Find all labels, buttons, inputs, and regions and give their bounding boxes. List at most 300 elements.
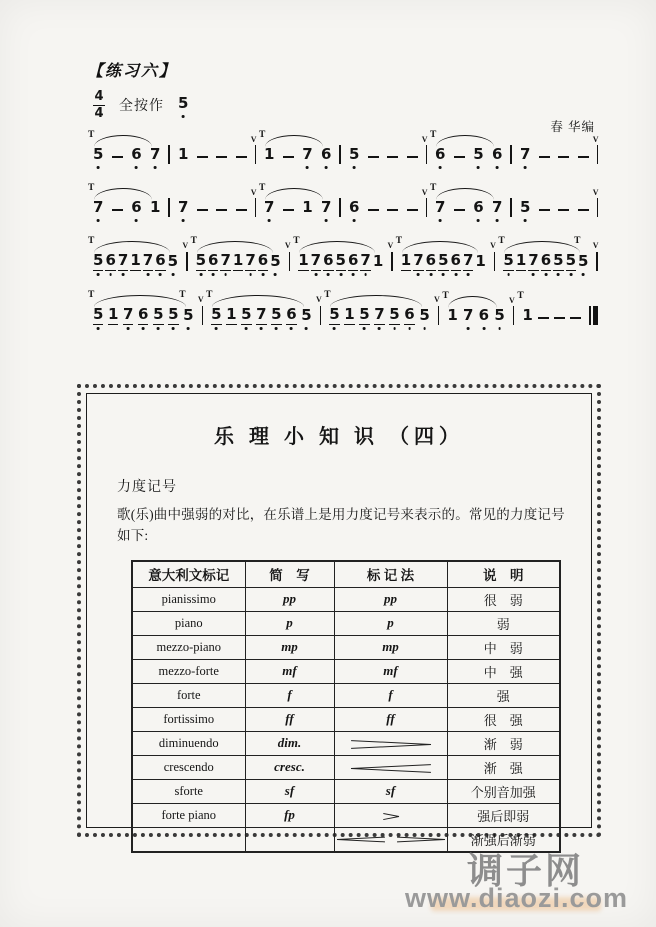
decrescendo-hairpin-icon bbox=[397, 834, 445, 844]
note bbox=[329, 307, 339, 325]
low-octave-dot bbox=[352, 273, 355, 276]
column-header: 说 明 bbox=[447, 561, 560, 588]
note-digit: 7 bbox=[150, 145, 161, 163]
tongue-mark: T bbox=[206, 290, 213, 300]
duration-dash bbox=[216, 156, 227, 158]
note bbox=[264, 147, 274, 164]
note bbox=[301, 308, 311, 325]
low-octave-dot bbox=[97, 166, 100, 169]
music-bar bbox=[427, 184, 510, 217]
note bbox=[286, 307, 296, 325]
music-line bbox=[85, 291, 598, 332]
breath-mark: V bbox=[592, 135, 599, 144]
music-bar bbox=[256, 184, 339, 217]
note-digit: 7 bbox=[117, 251, 129, 269]
note bbox=[208, 253, 218, 271]
note-digit: 7 bbox=[360, 251, 371, 269]
music-bar bbox=[427, 131, 510, 164]
breath-mark: V bbox=[490, 241, 496, 250]
low-octave-dot bbox=[339, 273, 342, 276]
bar-notes bbox=[256, 147, 339, 164]
low-octave-dot bbox=[172, 327, 175, 330]
music-line bbox=[85, 131, 598, 171]
bar-notes bbox=[203, 307, 320, 325]
low-octave-dot bbox=[569, 273, 572, 276]
abbreviation-text: dim. bbox=[277, 735, 302, 751]
note-digit: 1 bbox=[475, 252, 486, 270]
final-barline bbox=[589, 306, 598, 325]
key-instruction: 全按作 bbox=[119, 99, 164, 115]
tongue-mark: T bbox=[574, 236, 581, 246]
bar-notes bbox=[393, 253, 494, 271]
note-digit: 6 bbox=[404, 305, 415, 323]
note bbox=[323, 253, 333, 271]
note-digit: 6 bbox=[450, 251, 461, 269]
music-bar bbox=[514, 292, 589, 325]
note-digit: 1 bbox=[177, 145, 189, 163]
low-octave-dot bbox=[157, 327, 160, 330]
note-digit: 5 bbox=[553, 251, 564, 269]
note-digit: 6 bbox=[435, 145, 446, 163]
music-bar bbox=[439, 291, 515, 325]
italian-term-cell: mezzo-piano bbox=[132, 635, 245, 659]
crescendo-hairpin-icon bbox=[351, 763, 431, 773]
low-octave-dot bbox=[477, 219, 480, 222]
notation-cell bbox=[334, 731, 447, 755]
abbreviation-cell bbox=[245, 755, 334, 779]
table-row bbox=[132, 779, 560, 803]
note bbox=[413, 253, 423, 271]
note bbox=[503, 253, 513, 271]
note-digit: 1 bbox=[447, 306, 458, 324]
low-octave-dot bbox=[215, 327, 218, 330]
low-octave-dot bbox=[507, 273, 510, 276]
note-digit: 5 bbox=[93, 305, 104, 323]
column-header: 意大利文标记 bbox=[132, 561, 245, 588]
barline bbox=[597, 145, 599, 164]
breath-mark: V bbox=[421, 135, 428, 144]
note-digit: 5 bbox=[329, 305, 340, 323]
dynamic-mark-text: ff bbox=[386, 711, 395, 727]
italian-term-cell: pianissimo bbox=[132, 587, 245, 611]
abbreviation-cell bbox=[245, 803, 334, 827]
note bbox=[108, 307, 118, 325]
low-octave-dot bbox=[97, 219, 100, 222]
table-row bbox=[132, 803, 560, 827]
note-digit: 5 bbox=[270, 252, 281, 270]
tongue-mark: T bbox=[88, 236, 95, 246]
note-digit: 5 bbox=[473, 145, 484, 163]
dynamic-mark-text: sf bbox=[385, 783, 396, 799]
low-octave-dot bbox=[314, 273, 317, 276]
dynamic-mark-text: pp bbox=[384, 591, 397, 607]
low-octave-dot bbox=[212, 273, 215, 276]
note-digit: 7 bbox=[177, 198, 189, 216]
low-octave-dot bbox=[327, 273, 330, 276]
table-row bbox=[132, 659, 560, 683]
note bbox=[520, 147, 530, 164]
low-octave-dot bbox=[159, 273, 162, 276]
low-octave-dot bbox=[290, 327, 293, 330]
watermark-site-url: www.diaozi.com bbox=[404, 883, 628, 913]
note bbox=[553, 253, 563, 271]
notation-cell bbox=[334, 707, 447, 731]
note bbox=[426, 253, 436, 271]
bar-notes bbox=[341, 147, 426, 164]
note-digit: 1 bbox=[150, 198, 161, 216]
low-octave-dot bbox=[545, 273, 548, 276]
note bbox=[435, 200, 445, 217]
note-digit: 5 bbox=[211, 305, 222, 323]
table-row bbox=[132, 683, 560, 707]
note-digit: 7 bbox=[123, 305, 134, 323]
music-bar bbox=[321, 291, 438, 325]
low-octave-dot bbox=[498, 327, 501, 330]
duration-dash bbox=[283, 209, 294, 211]
low-octave-dot bbox=[122, 273, 125, 276]
bar-notes bbox=[514, 308, 589, 325]
abbreviation-cell bbox=[245, 731, 334, 755]
note-digit: 5 bbox=[241, 305, 252, 323]
italian-term-cell bbox=[132, 827, 245, 852]
breath-mark: V bbox=[387, 241, 394, 250]
abbreviation-cell bbox=[245, 635, 334, 659]
note-digit: 7 bbox=[302, 145, 313, 163]
note bbox=[566, 253, 576, 271]
note-digit: 6 bbox=[473, 198, 484, 216]
note bbox=[435, 147, 445, 164]
italian-term-cell: crescendo bbox=[132, 755, 245, 779]
breath-mark: V bbox=[315, 295, 322, 304]
note bbox=[348, 253, 358, 271]
breath-mark: V bbox=[509, 296, 515, 305]
tongue-mark: T bbox=[190, 236, 197, 246]
decrescendo-hairpin-icon bbox=[351, 739, 431, 749]
music-bar bbox=[256, 131, 339, 164]
tongue-mark: T bbox=[442, 291, 449, 301]
note-digit: 6 bbox=[131, 145, 142, 163]
breath-mark: V bbox=[284, 241, 291, 250]
table-row bbox=[132, 707, 560, 731]
note-digit: 5 bbox=[167, 252, 179, 270]
low-octave-dot bbox=[135, 166, 138, 169]
low-octave-dot bbox=[454, 273, 457, 276]
bar-notes bbox=[512, 200, 597, 217]
abbreviation-text: mp bbox=[281, 639, 298, 655]
note-digit: 6 bbox=[208, 251, 219, 269]
low-octave-dot bbox=[353, 219, 356, 222]
note bbox=[138, 307, 148, 325]
note bbox=[220, 253, 230, 271]
note bbox=[258, 253, 268, 271]
note-digit: 7 bbox=[462, 251, 474, 269]
abbreviation-cell bbox=[245, 779, 334, 803]
bar-notes bbox=[427, 200, 510, 217]
low-octave-dot bbox=[154, 166, 157, 169]
barline bbox=[589, 306, 591, 325]
note-digit: 6 bbox=[323, 251, 334, 269]
column-header: 标 记 法 bbox=[334, 561, 447, 588]
italian-term-cell: forte bbox=[132, 683, 245, 707]
dynamic-mark-text: f bbox=[388, 687, 393, 703]
description-cell: 中 弱 bbox=[447, 635, 560, 659]
meter-denominator: 4 bbox=[94, 106, 104, 122]
note-digit: 5 bbox=[348, 145, 360, 163]
low-octave-dot bbox=[532, 273, 535, 276]
duration-dash bbox=[539, 156, 550, 158]
abbreviation-cell bbox=[245, 659, 334, 683]
note bbox=[463, 308, 473, 325]
note bbox=[168, 254, 178, 271]
note-digit: 6 bbox=[155, 251, 166, 269]
meter-numerator: 4 bbox=[94, 89, 104, 104]
note-digit: 7 bbox=[245, 251, 256, 269]
note bbox=[321, 200, 331, 217]
low-octave-dot bbox=[467, 327, 470, 330]
time-signature bbox=[93, 90, 105, 121]
note bbox=[479, 308, 489, 325]
crescendo-hairpin-icon bbox=[337, 834, 385, 844]
dynamic-mark-text: p bbox=[387, 615, 394, 631]
low-octave-dot bbox=[557, 273, 560, 276]
note bbox=[336, 253, 346, 271]
low-octave-dot bbox=[524, 219, 527, 222]
duration-dash bbox=[236, 156, 247, 158]
low-octave-dot bbox=[393, 327, 396, 330]
note-digit: 6 bbox=[492, 145, 503, 163]
duration-dash bbox=[558, 209, 569, 211]
music-line bbox=[85, 184, 598, 224]
note-digit: 6 bbox=[478, 306, 490, 324]
barline bbox=[597, 198, 599, 217]
duration-dash bbox=[387, 209, 398, 211]
breath-mark: V bbox=[250, 188, 257, 197]
note bbox=[298, 253, 308, 271]
note bbox=[150, 200, 160, 217]
abbreviation-text: fp bbox=[284, 807, 295, 823]
note-digit: 5 bbox=[494, 306, 505, 324]
note-digit: 7 bbox=[463, 306, 474, 324]
bar-notes bbox=[439, 308, 512, 325]
crescendo-decrescendo-icons bbox=[337, 834, 445, 844]
note bbox=[245, 253, 255, 271]
note-digit: 1 bbox=[344, 305, 355, 323]
description-cell: 渐 弱 bbox=[447, 731, 560, 755]
italian-term-cell: mezzo-forte bbox=[132, 659, 245, 683]
knowledge-box-inner-border bbox=[86, 393, 592, 848]
notation-cell bbox=[334, 587, 447, 611]
duration-dash bbox=[578, 156, 589, 158]
music-bar bbox=[188, 237, 289, 271]
description-cell: 中 强 bbox=[447, 659, 560, 683]
note bbox=[93, 147, 103, 164]
note bbox=[168, 307, 178, 325]
note-digit: 1 bbox=[522, 306, 533, 324]
notation-cell bbox=[334, 611, 447, 635]
note-digit: 7 bbox=[256, 305, 267, 323]
note-digit: 5 bbox=[503, 251, 514, 269]
note-digit: 7 bbox=[519, 145, 531, 163]
low-octave-dot bbox=[274, 273, 277, 276]
duration-dash bbox=[558, 156, 569, 158]
breath-mark: V bbox=[421, 188, 428, 197]
note-digit: 1 bbox=[298, 251, 309, 269]
tongue-mark: T bbox=[88, 183, 95, 193]
note bbox=[492, 147, 502, 164]
note bbox=[349, 147, 359, 164]
dynamics-paragraph: 歌(乐)曲中强弱的对比，在乐谱上是用力度记号来表示的。常见的力度记号如下: bbox=[117, 507, 565, 543]
duration-dash bbox=[407, 209, 418, 211]
abbreviation-cell bbox=[245, 587, 334, 611]
note bbox=[473, 147, 483, 164]
note bbox=[130, 253, 140, 271]
bar-notes bbox=[85, 200, 168, 217]
low-octave-dot bbox=[423, 327, 426, 330]
duration-dash bbox=[236, 209, 247, 211]
music-bar bbox=[203, 291, 320, 325]
note-digit: 1 bbox=[400, 251, 412, 269]
duration-dash bbox=[368, 156, 379, 158]
note-digit: 5 bbox=[419, 306, 430, 324]
note bbox=[321, 147, 331, 164]
music-bar bbox=[170, 184, 255, 217]
note-digit: 5 bbox=[93, 145, 104, 163]
note-digit: 1 bbox=[372, 252, 384, 270]
abbreviation-text: ff bbox=[285, 711, 294, 727]
duration-dash bbox=[539, 209, 550, 211]
dynamic-mark-text: mf bbox=[383, 663, 398, 679]
low-octave-dot bbox=[429, 273, 432, 276]
knowledge-box bbox=[77, 384, 601, 848]
breath-mark: V bbox=[592, 188, 599, 197]
composer-credit: 春 华编 bbox=[550, 120, 595, 134]
duration-dash bbox=[197, 209, 208, 211]
note bbox=[211, 307, 221, 325]
note-digit: 7 bbox=[492, 198, 503, 216]
note bbox=[494, 308, 504, 325]
bar-notes bbox=[495, 253, 596, 271]
note-digit: 1 bbox=[232, 251, 244, 269]
note-digit: 5 bbox=[335, 251, 346, 269]
notation-cell bbox=[334, 827, 447, 852]
notation-cell bbox=[334, 635, 447, 659]
low-octave-dot bbox=[262, 273, 265, 276]
table-row bbox=[132, 611, 560, 635]
low-octave-dot bbox=[363, 327, 366, 330]
barline bbox=[596, 252, 598, 271]
low-octave-dot bbox=[325, 166, 328, 169]
note bbox=[463, 253, 473, 271]
note bbox=[438, 253, 448, 271]
note bbox=[150, 147, 160, 164]
breath-mark: V bbox=[182, 241, 189, 250]
abbreviation-text: mf bbox=[282, 663, 297, 679]
note-digit: 5 bbox=[565, 251, 576, 269]
description-cell: 渐强后渐弱 bbox=[447, 827, 560, 852]
note bbox=[451, 253, 461, 271]
description-cell: 很 强 bbox=[447, 707, 560, 731]
low-octave-dot bbox=[275, 327, 278, 330]
note bbox=[93, 307, 103, 325]
bar-notes bbox=[170, 147, 255, 164]
note bbox=[302, 200, 312, 217]
table-row bbox=[132, 635, 560, 659]
breath-mark: V bbox=[592, 241, 599, 250]
low-octave-dot bbox=[442, 273, 445, 276]
tongue-mark: T bbox=[430, 130, 437, 140]
notation-cell bbox=[334, 659, 447, 683]
duration-dash bbox=[554, 317, 565, 319]
low-octave-dot bbox=[353, 166, 356, 169]
bar-notes bbox=[512, 147, 597, 164]
note-digit: 1 bbox=[108, 305, 119, 323]
dynamics-table-header-row bbox=[132, 561, 560, 588]
low-octave-dot bbox=[142, 327, 145, 330]
note bbox=[302, 147, 312, 164]
note bbox=[360, 253, 370, 271]
note-digit: 6 bbox=[131, 198, 142, 216]
low-octave-dot bbox=[306, 166, 309, 169]
note-digit: 5 bbox=[519, 198, 531, 216]
tongue-mark: T bbox=[259, 130, 266, 140]
bar-notes bbox=[321, 307, 438, 325]
description-cell: 渐 强 bbox=[447, 755, 560, 779]
tongue-mark: T bbox=[395, 236, 403, 246]
breath-mark: V bbox=[434, 295, 440, 304]
note-digit: 6 bbox=[348, 198, 360, 216]
note-digit: 1 bbox=[130, 251, 141, 269]
low-octave-dot bbox=[305, 327, 308, 330]
low-octave-dot bbox=[496, 166, 499, 169]
low-octave-dot bbox=[417, 273, 420, 276]
bar-notes bbox=[170, 200, 255, 217]
bar-notes bbox=[85, 307, 202, 325]
bar-notes bbox=[85, 253, 186, 271]
notation-cell bbox=[334, 755, 447, 779]
note-digit: 5 bbox=[271, 305, 282, 323]
note bbox=[404, 307, 414, 325]
note bbox=[389, 307, 399, 325]
note bbox=[118, 253, 128, 271]
abbreviation-text: f bbox=[287, 687, 292, 703]
low-octave-dot bbox=[364, 273, 367, 276]
tongue-mark: T bbox=[324, 290, 331, 300]
note-digit: 5 bbox=[359, 305, 370, 323]
bar-notes bbox=[85, 147, 168, 164]
duration-dash bbox=[112, 156, 123, 158]
note-digit: 6 bbox=[321, 145, 332, 163]
low-octave-dot bbox=[249, 273, 252, 276]
note bbox=[264, 200, 274, 217]
description-cell: 强 bbox=[447, 683, 560, 707]
abbreviation-text: p bbox=[286, 615, 293, 631]
note-digit: 5 bbox=[301, 306, 312, 324]
abbreviation-text: cresc. bbox=[274, 759, 305, 775]
note-digit: 5 bbox=[168, 305, 179, 323]
note bbox=[349, 200, 359, 217]
duration-dash bbox=[407, 156, 418, 158]
note-digit: 5 bbox=[183, 306, 194, 324]
bar-notes bbox=[341, 200, 426, 217]
note bbox=[473, 200, 483, 217]
note-digit: 5 bbox=[195, 251, 207, 269]
bar-notes bbox=[188, 253, 289, 271]
note bbox=[311, 253, 321, 271]
tongue-mark: T bbox=[88, 130, 95, 140]
note bbox=[155, 253, 165, 271]
low-octave-dot bbox=[439, 219, 442, 222]
low-octave-dot bbox=[127, 327, 130, 330]
